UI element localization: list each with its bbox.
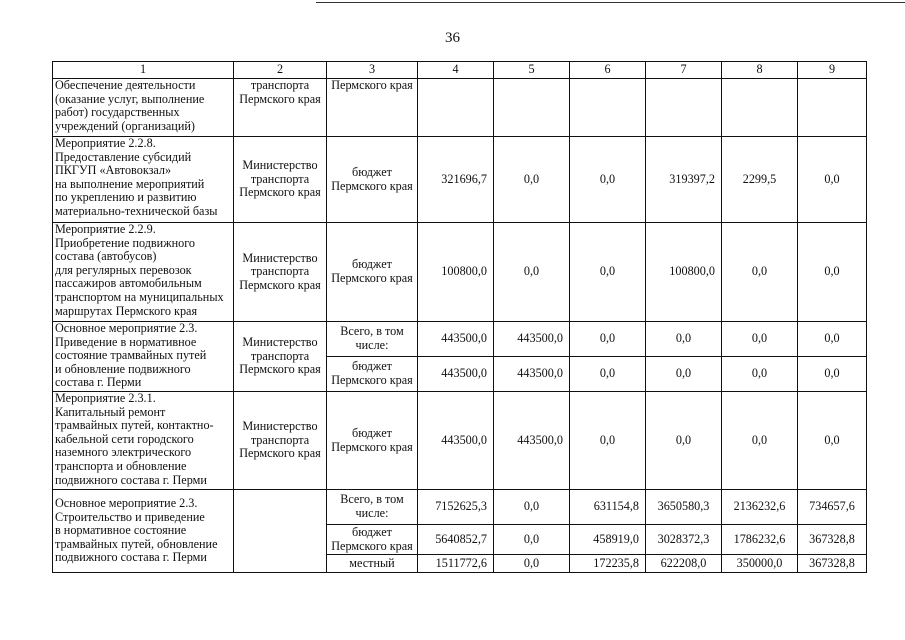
col-header: 2 — [234, 62, 327, 79]
funding-source: бюджет Пермского края — [327, 525, 418, 555]
funding-source: бюджет Пермского края — [327, 137, 418, 223]
value-cell: 0,0 — [646, 392, 722, 490]
executor: Министерство транспорта Пермского края — [234, 223, 327, 322]
table-row — [53, 79, 867, 137]
activity-name: Основное мероприятие 2.3. Строительство и приведение в нормативное состояние трамвайных путей, обновление подвижного состава г. Перми — [53, 490, 234, 573]
table-row — [53, 223, 867, 322]
col-header: 5 — [494, 62, 570, 79]
page-number: 36 — [445, 30, 460, 46]
activity-name: Мероприятие 2.2.9. Приобретение подвижного состава (автобусов) для регулярных перевозок пассажиров автомобильным транспортом на муниципальных маршрутах Пермского края — [53, 223, 234, 322]
activity-name: Мероприятие 2.2.8. Предоставление субсидий ПКГУП «Автовокзал» на выполнение мероприятий по укреплению и развитию материально-технической базы — [53, 137, 234, 223]
header-row — [53, 62, 867, 79]
table-row — [53, 137, 867, 223]
value-cell: 172235,8 — [570, 555, 646, 573]
value-cell: 100800,0 — [418, 223, 494, 322]
value-cell: 0,0 — [494, 137, 570, 223]
value-cell: 350000,0 — [722, 555, 798, 573]
col-header: 4 — [418, 62, 494, 79]
value-cell: 443500,0 — [494, 357, 570, 392]
value-cell: 3028372,3 — [646, 525, 722, 555]
value-cell: 0,0 — [494, 525, 570, 555]
value-cell: 0,0 — [570, 322, 646, 357]
col-header: 6 — [570, 62, 646, 79]
value-cell: 0,0 — [646, 357, 722, 392]
value-cell: 0,0 — [494, 490, 570, 525]
value-cell: 0,0 — [722, 322, 798, 357]
value-cell: 0,0 — [798, 322, 867, 357]
value-cell: 0,0 — [798, 357, 867, 392]
value-cell: 0,0 — [646, 322, 722, 357]
value-cell: 2299,5 — [722, 137, 798, 223]
funding-source: Пермского края — [327, 79, 418, 137]
col-header: 8 — [722, 62, 798, 79]
budget-table — [52, 61, 867, 573]
value-cell: 0,0 — [722, 357, 798, 392]
value-cell: 0,0 — [494, 223, 570, 322]
value-cell: 1511772,6 — [418, 555, 494, 573]
funding-source: Всего, в том числе: — [327, 322, 418, 357]
value-cell: 0,0 — [722, 223, 798, 322]
col-header: 9 — [798, 62, 867, 79]
col-header: 3 — [327, 62, 418, 79]
funding-source: бюджет Пермского края — [327, 357, 418, 392]
value-cell: 631154,8 — [570, 490, 646, 525]
executor: Министерство транспорта Пермского края — [234, 322, 327, 392]
value-cell: 319397,2 — [646, 137, 722, 223]
value-cell: 321696,7 — [418, 137, 494, 223]
value-cell: 734657,6 — [798, 490, 867, 525]
table-row — [53, 322, 867, 357]
value-cell: 5640852,7 — [418, 525, 494, 555]
value-cell: 622208,0 — [646, 555, 722, 573]
value-cell: 1786232,6 — [722, 525, 798, 555]
activity-name: Мероприятие 2.3.1. Капитальный ремонт трамвайных путей, контактно- кабельной сети городского наземного электрического транспорта и обновление подвижного состава г. Перми — [53, 392, 234, 490]
funding-source: местный — [327, 555, 418, 573]
value-cell: 443500,0 — [494, 392, 570, 490]
value-cell: 443500,0 — [418, 392, 494, 490]
funding-source: бюджет Пермского края — [327, 223, 418, 322]
value-cell: 0,0 — [570, 392, 646, 490]
value-cell: 367328,8 — [798, 555, 867, 573]
executor: транспорта Пермского края — [234, 79, 327, 137]
value-cell: 0,0 — [570, 357, 646, 392]
value-cell: 0,0 — [570, 137, 646, 223]
funding-source: бюджет Пермского края — [327, 392, 418, 490]
value-cell: 443500,0 — [418, 322, 494, 357]
value-cell: 458919,0 — [570, 525, 646, 555]
value-cell: 7152625,3 — [418, 490, 494, 525]
value-cell: 0,0 — [722, 392, 798, 490]
activity-name: Основное мероприятие 2.3. Приведение в нормативное состояние трамвайных путей и обновление подвижного состава г. Перми — [53, 322, 234, 392]
value-cell: 3650580,3 — [646, 490, 722, 525]
executor: Министерство транспорта Пермского края — [234, 137, 327, 223]
value-cell: 0,0 — [798, 392, 867, 490]
funding-source: Всего, в том числе: — [327, 490, 418, 525]
value-cell: 2136232,6 — [722, 490, 798, 525]
col-header: 1 — [53, 62, 234, 79]
executor — [234, 490, 327, 573]
table-row — [53, 490, 867, 525]
col-header: 7 — [646, 62, 722, 79]
value-cell: 0,0 — [798, 223, 867, 322]
value-cell: 0,0 — [494, 555, 570, 573]
executor: Министерство транспорта Пермского края — [234, 392, 327, 490]
value-cell: 0,0 — [570, 223, 646, 322]
value-cell: 0,0 — [798, 137, 867, 223]
value-cell: 100800,0 — [646, 223, 722, 322]
value-cell: 367328,8 — [798, 525, 867, 555]
table-row — [53, 392, 867, 490]
value-cell: 443500,0 — [494, 322, 570, 357]
top-rule — [316, 2, 905, 3]
activity-name: Обеспечение деятельности (оказание услуг, выполнение работ) государственных учреждений (организаций) — [53, 79, 234, 137]
value-cell: 443500,0 — [418, 357, 494, 392]
